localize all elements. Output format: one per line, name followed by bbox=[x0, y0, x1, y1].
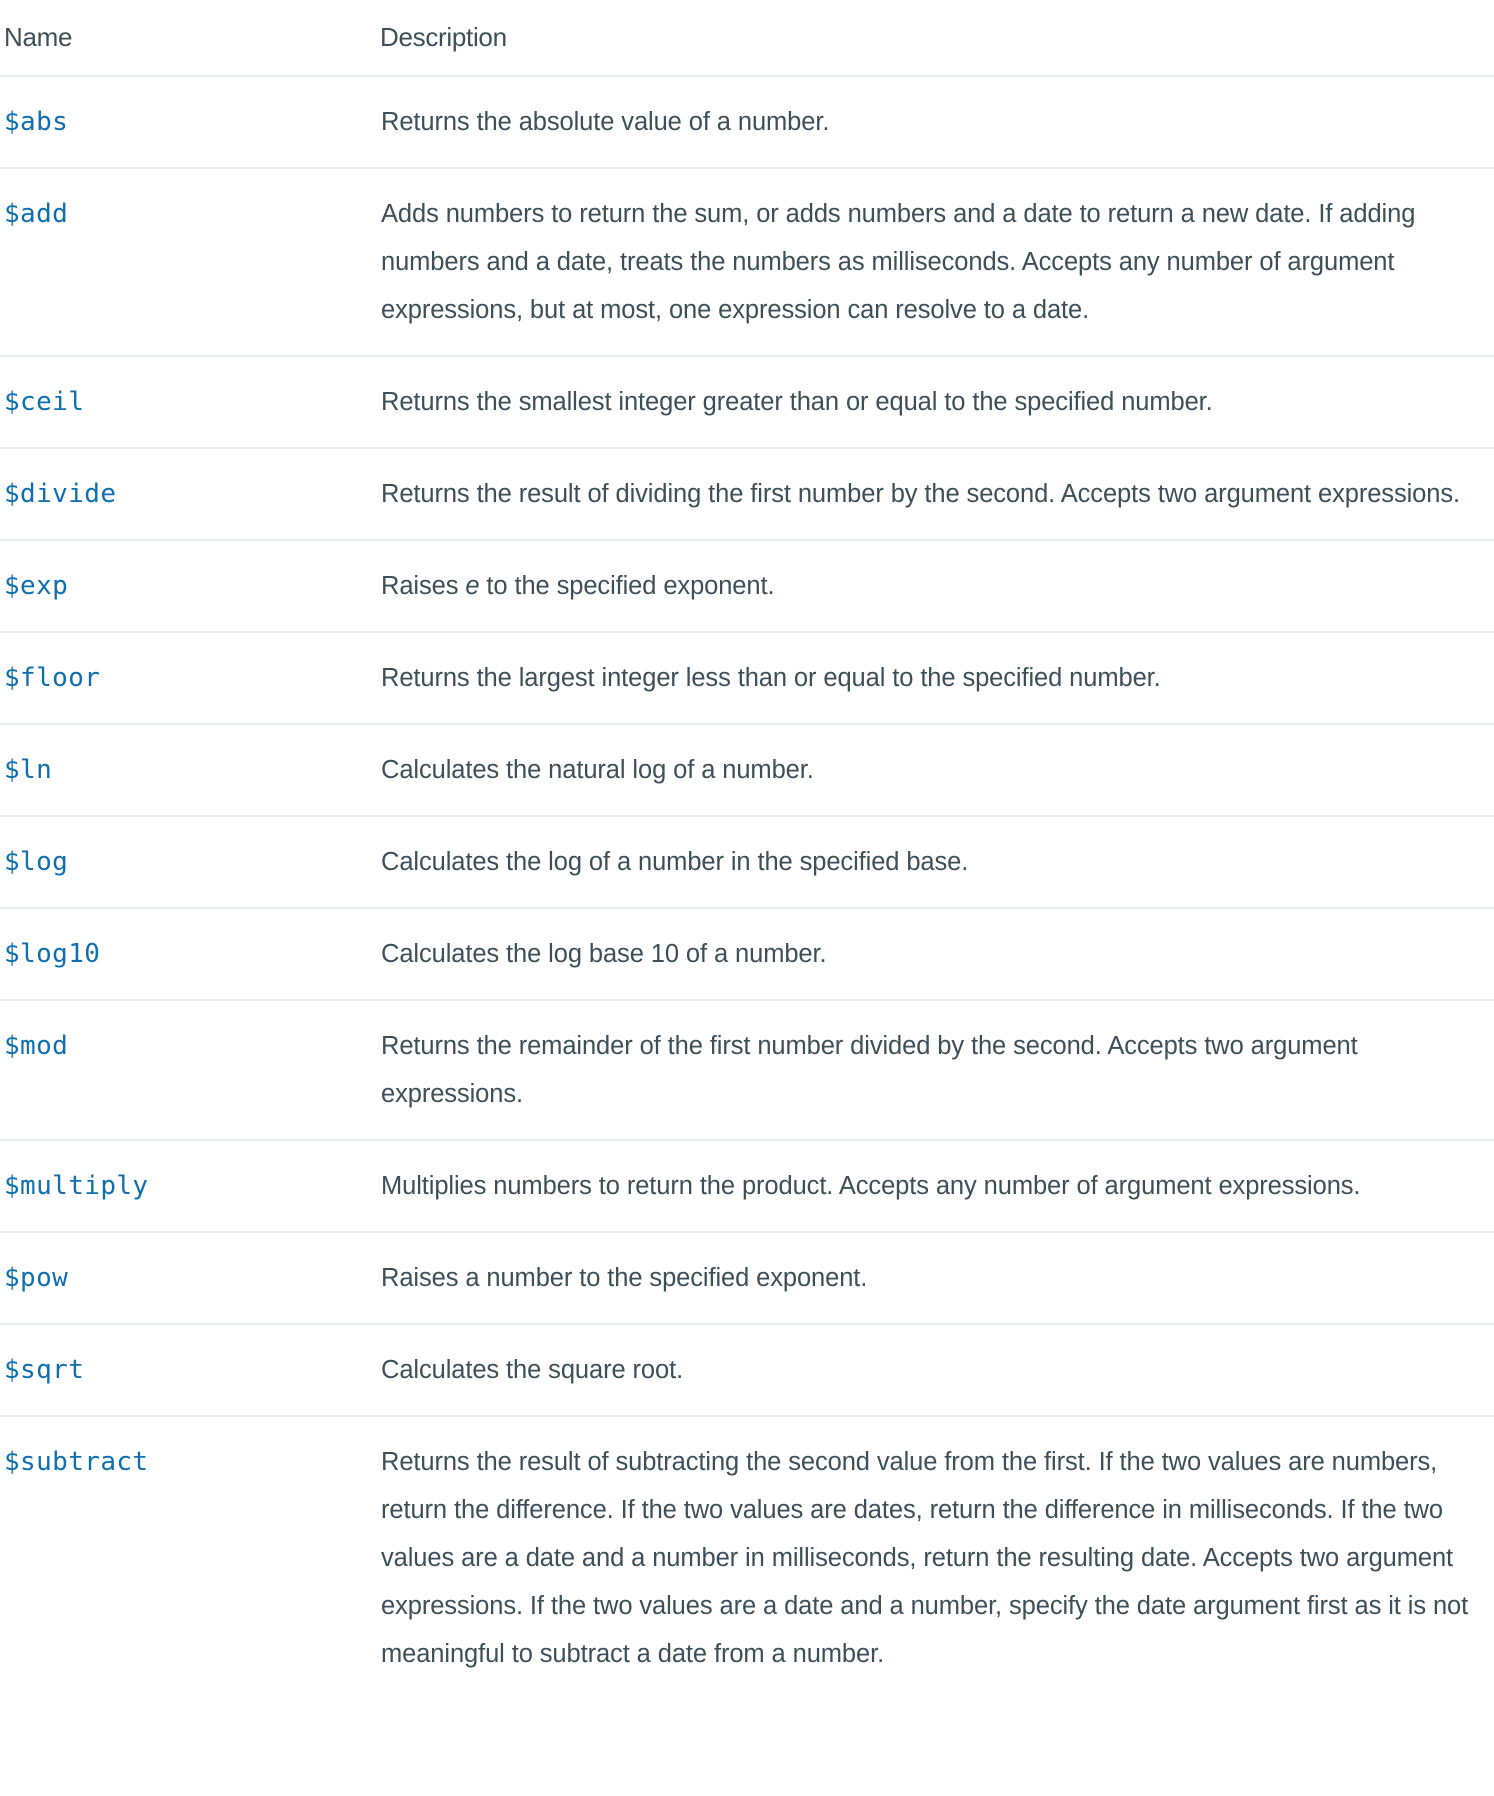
name-cell bbox=[0, 1140, 380, 1232]
name-cell bbox=[0, 76, 380, 168]
table-row bbox=[0, 1324, 1494, 1416]
table-row bbox=[0, 168, 1494, 356]
table-row bbox=[0, 356, 1494, 448]
description-cell: Raises a number to the specified exponent. bbox=[380, 1232, 1494, 1324]
operator-link-floor[interactable]: $floor bbox=[4, 663, 101, 693]
table-row bbox=[0, 1416, 1494, 1699]
operator-link-divide[interactable]: $divide bbox=[4, 479, 117, 509]
name-cell bbox=[0, 724, 380, 816]
description-cell: Returns the result of subtracting the second value from the first. If the two values are numbers, return the difference. If the two values are dates, return the difference in milliseconds. If the two values are a date and a number in milliseconds, return the resulting date. Accepts two argument expressions. If the two values are a date and a number, specify the date argument first as it is not meaningful to subtract a date from a number. bbox=[381, 1448, 1469, 1668]
operator-link-multiply[interactable]: $multiply bbox=[4, 1171, 149, 1201]
table-row bbox=[0, 1140, 1494, 1232]
name-cell bbox=[0, 1416, 380, 1699]
description-cell: Calculates the log base 10 of a number. bbox=[380, 908, 1494, 1000]
description-emphasis: e bbox=[465, 572, 480, 600]
operator-link-sqrt[interactable]: $sqrt bbox=[4, 1355, 85, 1385]
description-text: Raises bbox=[381, 572, 466, 600]
operator-link-mod[interactable]: $mod bbox=[4, 1031, 69, 1061]
description-cell: Calculates the log of a number in the specified base. bbox=[380, 816, 1494, 908]
table-row bbox=[0, 816, 1494, 908]
name-cell bbox=[0, 908, 380, 1000]
description-text: to the specified exponent. bbox=[479, 572, 775, 600]
table-row bbox=[0, 724, 1494, 816]
table-header-row bbox=[0, 0, 1494, 76]
table-row bbox=[0, 908, 1494, 1000]
operator-link-exp[interactable]: $exp bbox=[4, 571, 69, 601]
name-cell bbox=[0, 1232, 380, 1324]
operator-link-log10[interactable]: $log10 bbox=[4, 939, 101, 969]
description-cell: Returns the absolute value of a number. bbox=[380, 76, 1494, 168]
table-row bbox=[0, 448, 1494, 540]
description-cell: Returns the remainder of the first number divided by the second. Accepts two argument expressions. bbox=[380, 1000, 1494, 1140]
operator-link-ln[interactable]: $ln bbox=[4, 755, 53, 785]
description-cell: Calculates the natural log of a number. bbox=[380, 724, 1494, 816]
column-header-name: Name bbox=[0, 0, 380, 76]
table-row bbox=[0, 632, 1494, 724]
description-cell: Returns the largest integer less than or equal to the specified number. bbox=[380, 632, 1494, 724]
description-cell: Returns the smallest integer greater than or equal to the specified number. bbox=[380, 356, 1494, 448]
table-row bbox=[0, 1232, 1494, 1324]
operator-link-add[interactable]: $add bbox=[4, 199, 69, 229]
name-cell bbox=[0, 1324, 380, 1416]
table-row bbox=[0, 1000, 1494, 1140]
column-header-description: Description bbox=[380, 0, 1494, 76]
operator-link-log[interactable]: $log bbox=[4, 847, 69, 877]
name-cell bbox=[0, 356, 380, 448]
name-cell bbox=[0, 632, 380, 724]
table-row bbox=[0, 76, 1494, 168]
name-cell bbox=[0, 1000, 380, 1140]
operator-link-abs[interactable]: $abs bbox=[4, 107, 69, 137]
table-row bbox=[0, 540, 1494, 632]
operator-link-ceil[interactable]: $ceil bbox=[4, 387, 85, 417]
description-cell: Adds numbers to return the sum, or adds numbers and a date to return a new date. If adding numbers and a date, treats the numbers as milliseconds. Accepts any number of argument expressions, but at most, one expression can resolve to a date. bbox=[380, 168, 1494, 356]
name-cell bbox=[0, 816, 380, 908]
name-cell bbox=[0, 168, 380, 356]
operator-link-subtract[interactable]: $subtract bbox=[4, 1447, 149, 1477]
operator-link-pow[interactable]: $pow bbox=[4, 1263, 69, 1293]
name-cell bbox=[0, 540, 380, 632]
description-cell: Multiplies numbers to return the product. Accepts any number of argument expressions. bbox=[380, 1140, 1494, 1232]
description-cell bbox=[380, 540, 1494, 632]
description-cell: Returns the result of dividing the first number by the second. Accepts two argument expressions. bbox=[380, 448, 1494, 540]
description-cell: Calculates the square root. bbox=[380, 1324, 1494, 1416]
name-cell bbox=[0, 448, 380, 540]
